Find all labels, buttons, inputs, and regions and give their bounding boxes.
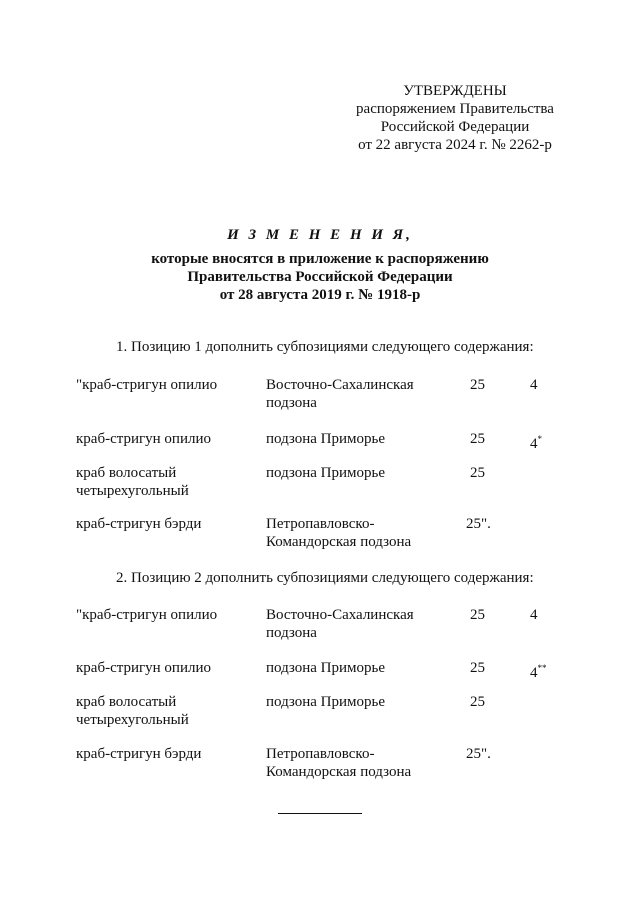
zone-cell <box>266 515 456 551</box>
species-cell: "краб-стригун опилио <box>76 377 218 393</box>
title-subline: Правительства Российской Федерации <box>187 269 453 285</box>
species-cell: краб-стригун бэрди <box>76 516 202 532</box>
zone-cell <box>266 606 456 642</box>
zone-cell: подзона Приморье <box>266 431 386 447</box>
zone-cell <box>266 745 456 781</box>
zone-line: Командорская подзона <box>266 534 412 550</box>
value-cell: 25 <box>470 694 485 710</box>
species-line: четырехугольный <box>76 712 189 728</box>
species-line: краб волосатый <box>76 465 177 481</box>
zone-cell: подзона Приморье <box>266 660 386 676</box>
value-cell: 25 <box>470 660 485 676</box>
zone-line: Восточно-Сахалинская <box>266 377 414 393</box>
approval-date-line: от 22 августа 2024 г. № 2262-р <box>358 137 552 153</box>
note-cell <box>530 430 580 453</box>
value-cell: 25". <box>466 516 491 532</box>
zone-line: Командорская подзона <box>266 764 412 780</box>
note-value: 4 <box>530 665 538 681</box>
approval-line: распоряжением Правительства <box>356 101 554 117</box>
species-cell: краб-стригун опилио <box>76 660 211 676</box>
note-cell <box>530 659 580 682</box>
zone-line: подзона <box>266 625 317 641</box>
species-line: краб волосатый <box>76 694 177 710</box>
note-cell: 4 <box>530 607 538 623</box>
species-line: четырехугольный <box>76 483 189 499</box>
zone-cell <box>266 376 456 412</box>
value-cell: 25 <box>470 465 485 481</box>
species-cell <box>76 693 256 729</box>
section1-heading: 1. Позицию 1 дополнить субпозициями следующего содержания: <box>116 339 534 355</box>
title-subline: которые вносятся в приложение к распоряжению <box>151 251 489 267</box>
title-subline: от 28 августа 2019 г. № 1918-р <box>219 287 421 303</box>
end-rule <box>278 813 362 814</box>
zone-line: подзона <box>266 395 317 411</box>
zone-cell: подзона Приморье <box>266 694 386 710</box>
value-cell: 25 <box>470 377 485 393</box>
note-cell: 4 <box>530 377 538 393</box>
approval-heading: УТВЕРЖДЕНЫ <box>403 83 507 99</box>
zone-line: Петропавловско- <box>266 516 375 532</box>
zone-cell: подзона Приморье <box>266 465 386 481</box>
note-value: 4 <box>530 436 538 452</box>
section2-heading: 2. Позицию 2 дополнить субпозициями следующего содержания: <box>116 570 534 586</box>
species-cell <box>76 464 256 500</box>
title-main: И З М Е Н Е Н И Я, <box>227 227 413 243</box>
zone-line: Восточно-Сахалинская <box>266 607 414 623</box>
footnote-mark: * <box>537 434 542 444</box>
approval-line: Российской Федерации <box>380 119 530 135</box>
species-cell: краб-стригун опилио <box>76 431 211 447</box>
footnote-mark: ** <box>537 663 547 673</box>
value-cell: 25". <box>466 746 491 762</box>
zone-line: Петропавловско- <box>266 746 375 762</box>
species-cell: "краб-стригун опилио <box>76 607 218 623</box>
species-cell: краб-стригун бэрди <box>76 746 202 762</box>
value-cell: 25 <box>470 607 485 623</box>
value-cell: 25 <box>470 431 485 447</box>
